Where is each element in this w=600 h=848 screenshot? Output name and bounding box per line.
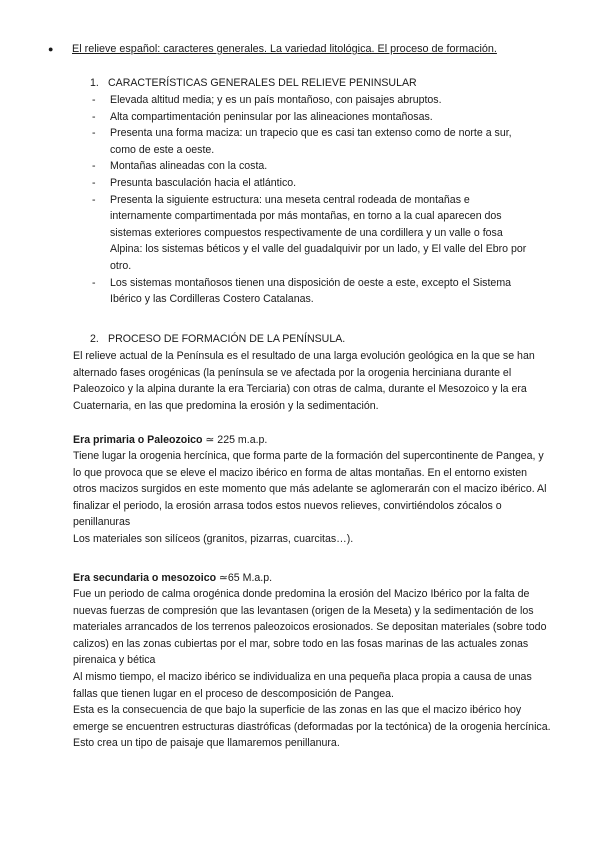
paragraph: Fue un periodo de calma orogénica donde predomina la erosión del Macizo Ibérico por la falta de nuevas fuerzas de compresión que las levantasen (origen de la Meseta) y la sedimentación de los (73, 588, 534, 617)
list-item: - Presenta la siguiente estructura: una meseta central rodeada de montañas e internamente compartimentada por más montañas, en torno a la cual aparecen dos sistemas exteriores compuestos respectivamente de una cordillera y un valle o fosa Alpina: los sistemas béticos y el valle del guadalquivir por un lado, y El valle del Ebro por otro. (92, 192, 532, 275)
section1-heading (90, 75, 570, 92)
section2-title: PROCESO DE FORMACIÓN DE LA PENÍNSULA. (108, 333, 346, 345)
era-primaria-body (73, 448, 553, 548)
list-item: - Los sistemas montañosos tienen una disposición de oeste a este, excepto el Sistema Ibérico y las Cordilleras Costero Catalanas. (92, 275, 532, 308)
era-secundaria-heading (73, 570, 553, 587)
section2-heading (90, 331, 570, 348)
list-item: - Presunta basculación hacia el atlántico. (92, 175, 532, 192)
section1-number: 1. (90, 77, 99, 89)
topic-heading (48, 42, 560, 56)
paragraph: materiales arrancados de los terrenos paleozoicos erosionados. Se depositan materiales (sobre todo calizos) en las zonas cubiertas por el mar, sobre todo en las fosas marinas de las actuales zonas pirenaica y bética (73, 621, 547, 667)
paragraph: Al mismo tiempo, el macizo ibérico se individualiza en una pequeña placa propia a causa de unas fallas que tienen lugar en el proceso de descomposición de Pangea. (73, 670, 532, 700)
list-item: - Alta compartimentación peninsular por las alineaciones montañosas. (92, 109, 532, 126)
paragraph: Tiene lugar la orogenia hercínica, que forma parte de la formación del supercontinente de Pangea, y lo que provoca que se eleve el macizo ibérico en forma de altas montañas. En el entorno existen otros macizos surgidos en este momento que más adelante se aglomerarán con el macizo ibérico. Al finalizar el periodo, la erosión arrasa todos estos nuevos relieves, convirtiéndolos zócalos o penillanuras (73, 450, 547, 529)
section2-intro: El relieve actual de la Península es el resultado de una larga evolución geológica en la que se han alternado fases orogénicas (la península se ve afectada por la orogenia herciniana durante el Paleozoico y la alpina durante la era Terciaria) con otras de calma, durante el Mesozoico y la era Cuaternaria, en las que predomina la erosión y la sedimentación. (73, 350, 535, 412)
era-secundaria-title: Era secundaria o mesozoico (73, 572, 217, 584)
section2-number: 2. (90, 333, 99, 345)
list-item: - Elevada altitud media; y es un país montañoso, con paisajes abruptos. (92, 92, 532, 109)
paragraph: Esta es la consecuencia de que bajo la superficie de las zonas en las que el macizo ibérico hoy emerge se encuentren estructuras diastróficas (deformadas por la tectónica) de la orogenia hercínica. Esto crea un tipo de paisaje que llamaremos penillanura. (73, 704, 551, 750)
era-primaria-age: ≃ 225 m.a.p. (205, 434, 268, 446)
paragraph: Los materiales son silíceos (granitos, pizarras, cuarcitas…). (73, 532, 354, 545)
topic-title: El relieve español: caracteres generales. La variedad litológica. El proceso de formación. (72, 43, 497, 55)
list-item: - Montañas alineadas con la costa. (92, 158, 532, 175)
era-primaria-heading (73, 432, 553, 449)
section1-title: CARACTERÍSTICAS GENERALES DEL RELIEVE PENINSULAR (108, 77, 417, 89)
bullet-icon: ● (48, 44, 54, 54)
era-secundaria-age: ≃65 M.a.p. (219, 572, 273, 584)
era-primaria-title: Era primaria o Paleozoico (73, 434, 203, 446)
section1-list (92, 92, 532, 308)
era-secundaria-body (73, 586, 553, 752)
list-item: - Presenta una forma maciza: un trapecio que es casi tan extenso como de norte a sur, como de este a oeste. (92, 125, 532, 158)
